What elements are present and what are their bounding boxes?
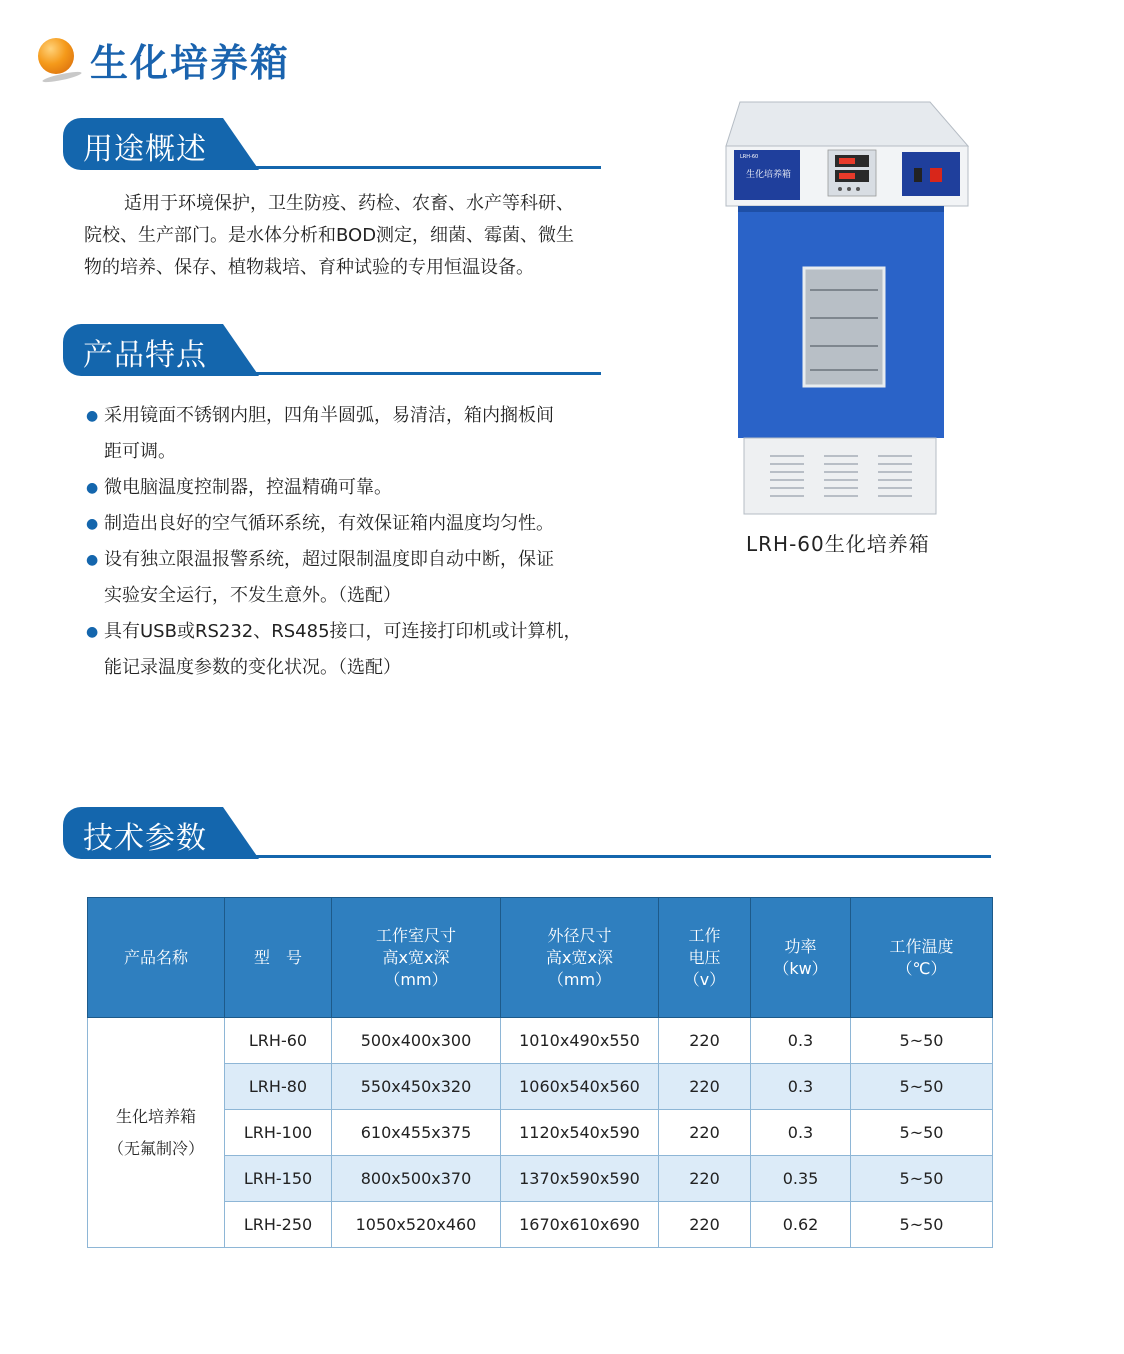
cell-outer: 1120x540x590	[501, 1110, 659, 1156]
cell-voltage: 220	[659, 1156, 751, 1202]
bullet-icon: ●	[86, 552, 99, 568]
cell-power: 0.62	[751, 1202, 851, 1248]
cell-model: LRH-150	[225, 1156, 332, 1202]
usage-text-line: 物的培养、保存、植物栽培、育种试验的专用恒温设备。	[84, 257, 534, 278]
cell-temp: 5~50	[851, 1156, 993, 1202]
product-image	[718, 100, 970, 516]
header-outer-size: 外径尺寸 高x宽x深 （mm）	[501, 898, 659, 1018]
cell-temp: 5~50	[851, 1064, 993, 1110]
section-rule	[253, 166, 601, 169]
feature-item	[84, 542, 624, 614]
cell-power: 0.35	[751, 1156, 851, 1202]
feature-item	[84, 506, 624, 542]
feature-item	[84, 614, 624, 686]
cell-outer: 1370x590x590	[501, 1156, 659, 1202]
feature-line: 采用镜面不锈钢内胆，四角半圆弧，易清洁，箱内搁板间	[104, 405, 554, 426]
cell-model: LRH-80	[225, 1064, 332, 1110]
cell-temp: 5~50	[851, 1110, 993, 1156]
header-voltage: 工作 电压 （v）	[659, 898, 751, 1018]
bullet-icon: ●	[86, 480, 99, 496]
cell-chamber: 550x450x320	[332, 1064, 501, 1110]
cell-voltage: 220	[659, 1110, 751, 1156]
page-title: 生化培养箱	[90, 41, 291, 85]
usage-paragraph	[84, 188, 604, 284]
cell-temp: 5~50	[851, 1018, 993, 1064]
cell-voltage: 220	[659, 1202, 751, 1248]
table-row	[88, 1018, 993, 1064]
bullet-icon: ●	[86, 624, 99, 640]
header-temperature: 工作温度 （℃）	[851, 898, 993, 1018]
feature-line: 制造出良好的空气循环系统，有效保证箱内温度均匀性。	[104, 513, 554, 534]
feature-line: 能记录温度参数的变化状况。（选配）	[104, 657, 401, 678]
cell-temp: 5~50	[851, 1202, 993, 1248]
feature-line: 距可调。	[104, 441, 176, 462]
section-heading: 技术参数	[83, 821, 207, 856]
cell-outer: 1670x610x690	[501, 1202, 659, 1248]
usage-text-line: 适用于环境保护，卫生防疫、药检、农畜、水产等科研、	[124, 193, 574, 214]
header-model: 型 号	[225, 898, 332, 1018]
cell-power: 0.3	[751, 1064, 851, 1110]
product-name-cell: 生化培养箱 （无氟制冷）	[88, 1018, 225, 1248]
product-caption: LRH-60生化培养箱	[746, 532, 930, 556]
section-rule	[253, 855, 991, 858]
cell-model: LRH-60	[225, 1018, 332, 1064]
section-heading: 产品特点	[83, 338, 207, 373]
cell-voltage: 220	[659, 1018, 751, 1064]
header-product-name: 产品名称	[88, 898, 225, 1018]
cell-chamber: 610x455x375	[332, 1110, 501, 1156]
cell-voltage: 220	[659, 1064, 751, 1110]
section-heading: 用途概述	[83, 132, 207, 167]
bullet-icon: ●	[86, 516, 99, 532]
cell-chamber: 800x500x370	[332, 1156, 501, 1202]
cell-outer: 1010x490x550	[501, 1018, 659, 1064]
feature-item	[84, 470, 624, 506]
table-header-row	[88, 898, 993, 1018]
orange-ball-icon	[38, 38, 74, 74]
cell-model: LRH-100	[225, 1110, 332, 1156]
feature-line: 设有独立限温报警系统，超过限制温度即自动中断，保证	[104, 549, 554, 570]
incubator-illustration	[718, 100, 970, 516]
section-rule	[253, 372, 601, 375]
cell-chamber: 500x400x300	[332, 1018, 501, 1064]
header-power: 功率 （kw）	[751, 898, 851, 1018]
spec-table	[87, 897, 993, 1248]
cell-model: LRH-250	[225, 1202, 332, 1248]
bullet-icon: ●	[86, 408, 99, 424]
feature-item	[84, 398, 624, 470]
panel-model-label: LRH-60	[740, 154, 759, 160]
feature-line: 实验安全运行，不发生意外。（选配）	[104, 585, 401, 606]
usage-text-line: 院校、生产部门。是水体分析和BOD测定，细菌、霉菌、微生	[84, 225, 575, 246]
feature-list	[84, 398, 624, 686]
feature-line: 具有USB或RS232、RS485接口，可连接打印机或计算机，	[104, 621, 582, 642]
panel-title-label: 生化培养箱	[746, 170, 792, 180]
cell-outer: 1060x540x560	[501, 1064, 659, 1110]
feature-line: 微电脑温度控制器，控温精确可靠。	[104, 477, 392, 498]
cell-chamber: 1050x520x460	[332, 1202, 501, 1248]
cell-power: 0.3	[751, 1110, 851, 1156]
cell-power: 0.3	[751, 1018, 851, 1064]
header-chamber-size: 工作室尺寸 高x宽x深 （mm）	[332, 898, 501, 1018]
